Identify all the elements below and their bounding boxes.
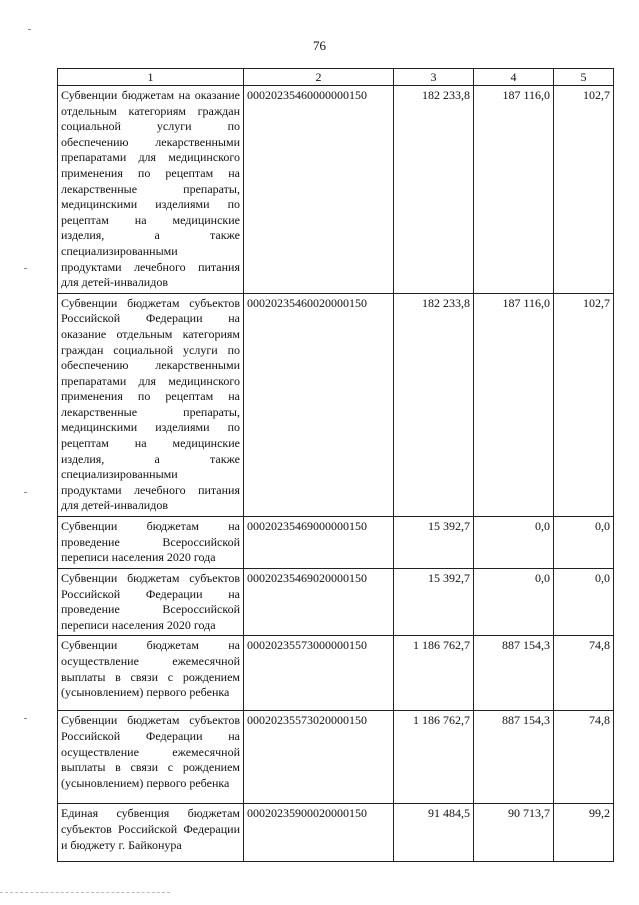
- row-name: Субвенции бюджетам на осуществление ежемесячной выплаты в связи с рождением (усыновлением) первого ребенка: [58, 636, 244, 711]
- table-row: [58, 804, 614, 862]
- row-name: Единая субвенция бюджетам субъектов Российской Федерации и бюджету г. Байконура: [58, 804, 244, 862]
- row-code: 00020235573000000150: [244, 636, 394, 711]
- row-col-5: 74,8: [554, 636, 614, 711]
- header-col-2: 2: [244, 69, 394, 86]
- row-col-4: 187 116,0: [474, 293, 554, 516]
- row-col-3: 1 186 762,7: [394, 636, 474, 711]
- table-row: [58, 636, 614, 711]
- row-col-3: 1 186 762,7: [394, 711, 474, 804]
- header-col-3: 3: [394, 69, 474, 86]
- row-col-5: 102,7: [554, 86, 614, 294]
- page-number: 76: [313, 38, 326, 53]
- row-code: 00020235469020000150: [244, 569, 394, 636]
- table-row: [58, 86, 614, 294]
- table-row: [58, 711, 614, 804]
- row-col-4: 187 116,0: [474, 86, 554, 294]
- row-code: 00020235573020000150: [244, 711, 394, 804]
- budget-table: [57, 68, 614, 862]
- row-code: 00020235460000000150: [244, 86, 394, 294]
- row-name: Субвенции бюджетам на проведение Всероссийской переписи населения 2020 года: [58, 517, 244, 569]
- row-col-3: 91 484,5: [394, 804, 474, 862]
- row-col-5: 99,2: [554, 804, 614, 862]
- row-name: Субвенции бюджетам на оказание отдельным категориям граждан социальной услуги по обеспечению лекарственными препаратами для медицинского применения по рецептам на лекарственные препараты, медицинскими изделиями по рецептам на медицинские изделия, а также специализированными продуктами лечебного питания для детей-инвалидов: [58, 86, 244, 294]
- row-col-3: 182 233,8: [394, 86, 474, 294]
- table-row: [58, 293, 614, 516]
- row-col-4: 0,0: [474, 517, 554, 569]
- row-col-4: 887 154,3: [474, 711, 554, 804]
- row-code: 00020235460020000150: [244, 293, 394, 516]
- row-col-5: 0,0: [554, 517, 614, 569]
- row-col-4: 90 713,7: [474, 804, 554, 862]
- scan-mark: [24, 718, 27, 719]
- scan-mark: [28, 29, 31, 30]
- row-col-4: 887 154,3: [474, 636, 554, 711]
- table-row: [58, 517, 614, 569]
- row-col-5: 74,8: [554, 711, 614, 804]
- scan-mark: [24, 492, 27, 493]
- row-col-5: 0,0: [554, 569, 614, 636]
- row-col-3: 182 233,8: [394, 293, 474, 516]
- scan-mark: [24, 268, 27, 269]
- row-name: Субвенции бюджетам субъектов Российской Федерации на оказание отдельным категориям граждан социальной услуги по обеспечению лекарственными препаратами для медицинского применения по рецептам на лекарственные препараты, медицинскими изделиями по рецептам на медицинские изделия, а также специализированными продуктами лечебного питания для детей-инвалидов: [58, 293, 244, 516]
- row-code: 00020235469000000150: [244, 517, 394, 569]
- row-col-4: 0,0: [474, 569, 554, 636]
- table-row: [58, 569, 614, 636]
- row-col-3: 15 392,7: [394, 517, 474, 569]
- scan-footer-line: [0, 892, 170, 893]
- row-col-3: 15 392,7: [394, 569, 474, 636]
- header-col-1: 1: [58, 69, 244, 86]
- header-col-5: 5: [554, 69, 614, 86]
- row-code: 00020235900020000150: [244, 804, 394, 862]
- row-name: Субвенции бюджетам субъектов Российской Федерации на осуществление ежемесячной выплаты в связи с рождением (усыновлением) первого ребенка: [58, 711, 244, 804]
- table-header-row: [58, 69, 614, 86]
- row-name: Субвенции бюджетам субъектов Российской Федерации на проведение Всероссийской переписи населения 2020 года: [58, 569, 244, 636]
- header-col-4: 4: [474, 69, 554, 86]
- row-col-5: 102,7: [554, 293, 614, 516]
